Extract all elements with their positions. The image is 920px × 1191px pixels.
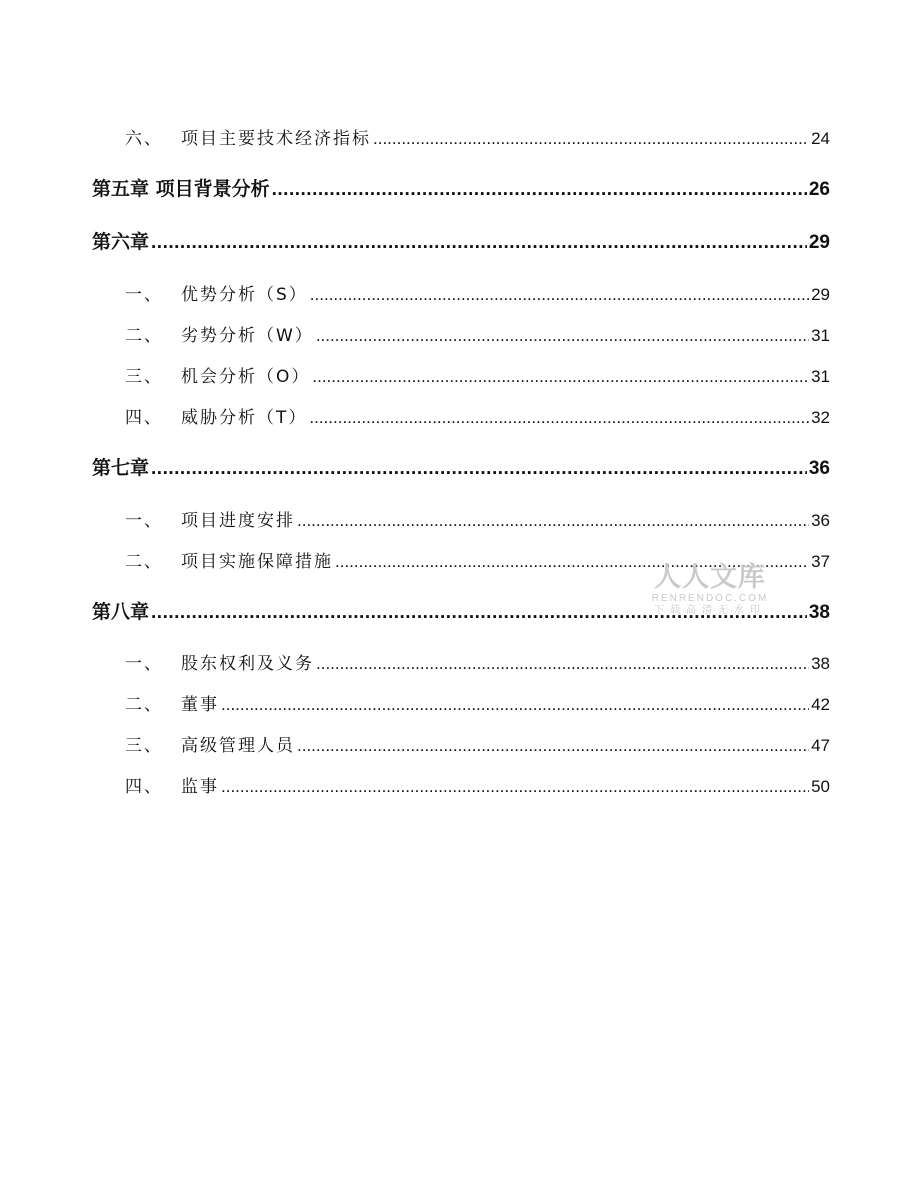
toc-entry[interactable] [125,506,830,531]
dot-leader [151,232,807,254]
dot-leader [151,458,807,480]
toc-entry-number: 四、 [125,408,163,428]
toc-entry-title: 项目实施保障措施 [181,552,333,572]
dot-leader [310,285,809,305]
toc-entry-title: 机会分析（O） [181,367,311,387]
dot-leader [221,695,809,715]
toc-entry-title: 威胁分析（T） [181,408,308,428]
dot-leader [312,367,809,387]
dot-leader [151,602,807,624]
toc-entry-title: 项目主要技术经济指标 [181,129,371,149]
toc-entry[interactable] [125,403,830,428]
toc-entry[interactable] [125,649,830,674]
toc-entry[interactable] [125,280,830,305]
toc-chapter[interactable] [92,597,830,624]
dot-leader [316,654,809,674]
watermark-tagline: 下载高清无水印 [654,605,766,616]
dot-leader [221,777,809,797]
watermark-site: RENRENDOC.COM [651,593,769,604]
dot-leader [373,129,809,149]
toc-entry-number: 一、 [125,511,163,531]
dot-leader [272,179,807,201]
toc-entry-page: 38 [808,602,830,623]
toc-entry[interactable] [125,690,830,715]
toc-entry-title: 优势分析（S） [181,285,308,305]
toc-entry-number: 三、 [125,367,163,387]
toc-entry-title: 高级管理人员 [181,736,295,756]
dot-leader [297,511,809,531]
toc-entry[interactable] [125,547,830,572]
toc-entry-page: 31 [811,367,830,386]
toc-entry-number: 三、 [125,736,163,756]
toc-entry-page: 50 [811,777,830,796]
toc-entry-page: 29 [808,232,830,253]
toc-entry-page: 38 [811,654,830,673]
toc-entry-page: 31 [811,326,830,345]
toc-entry-page: 24 [811,129,830,148]
toc-entry-title: 股东权利及义务 [181,654,314,674]
toc-entry-page: 47 [811,736,830,755]
toc-entry-number: 二、 [125,552,163,572]
dot-leader [309,408,809,428]
dot-leader [297,736,809,756]
toc-entry[interactable] [125,124,830,149]
toc-entry[interactable] [125,321,830,346]
dot-leader [335,552,809,572]
toc-chapter-title: 第六章 [92,231,150,253]
toc-entry-title: 董事 [181,695,219,715]
toc-chapter[interactable] [92,453,830,480]
toc-chapter[interactable] [92,227,830,254]
dot-leader [316,326,809,346]
toc-chapter-title: 第八章 [92,601,150,623]
toc-entry[interactable] [125,362,830,387]
toc-entry-page: 32 [811,408,830,427]
toc-entry-number: 四、 [125,777,163,797]
toc-entry-page: 26 [808,179,830,200]
toc-entry-title: 项目进度安排 [181,511,295,531]
watermark-title: 人人文库 [654,562,766,593]
toc-entry[interactable] [125,772,830,797]
toc-entry-number: 一、 [125,285,163,305]
toc-chapter-title: 第七章 [92,457,150,479]
toc-entry-number: 二、 [125,695,163,715]
toc-entry-page: 36 [808,458,830,479]
toc-entry[interactable] [125,731,830,756]
toc-entry-page: 37 [811,552,830,571]
toc-chapter[interactable] [92,174,830,201]
toc-entry-number: 六、 [125,129,163,149]
toc-chapter-title: 第五章 项目背景分析 [92,178,270,200]
toc-entry-page: 42 [811,695,830,714]
toc-entry-title: 监事 [181,777,219,797]
toc-entry-title: 劣势分析（W） [181,326,314,346]
toc-entry-number: 二、 [125,326,163,346]
toc-entry-page: 29 [811,285,830,304]
toc-entry-page: 36 [811,511,830,530]
toc-entry-number: 一、 [125,654,163,674]
